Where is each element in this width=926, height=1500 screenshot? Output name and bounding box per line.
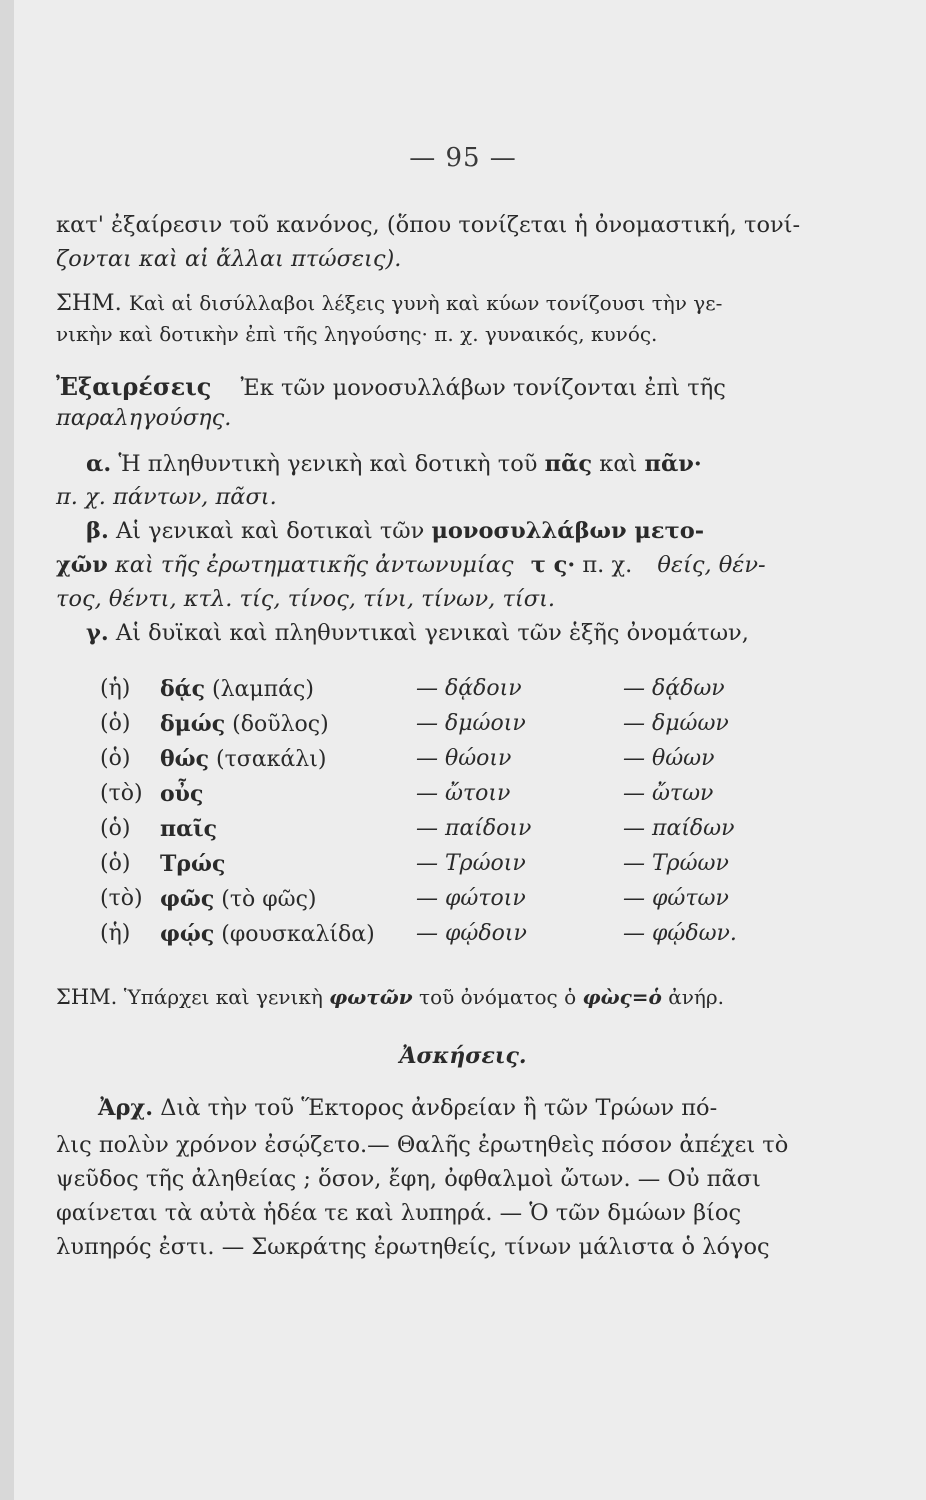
table-row — [100, 816, 820, 852]
note-2-text-3: ἀνήρ. — [668, 985, 725, 1009]
exercise-line-2: λις πολὺν χρόνον ἐσῴζετο.— Θαλῆς ἐρωτηθεὶς πόσον ἀπέχει τὸ — [56, 1132, 789, 1158]
table-plural: — θώων — [623, 746, 715, 771]
page-number: — 95 — — [409, 143, 517, 173]
table-article: (ὁ) — [100, 851, 131, 876]
table-row — [100, 886, 820, 922]
table-article: (τὸ) — [100, 781, 143, 806]
rule-a-example: π. χ. πάντων, πᾶσι. — [56, 484, 277, 510]
table-article: (ἡ) — [100, 921, 131, 946]
table-dual: — δμώοιν — [416, 711, 526, 736]
table-word: παῖς — [160, 816, 218, 842]
note-2-word-1: φωτῶν — [329, 985, 413, 1009]
table-gloss: (δοῦλος) — [232, 712, 329, 737]
table-dual: — θώοιν — [416, 746, 512, 771]
rule-b-line — [56, 518, 846, 544]
table-gloss: (τὸ φῶς) — [221, 887, 317, 912]
exceptions-line-2: παραληγούσης. — [56, 405, 232, 431]
table-word: φῶς — [160, 886, 215, 912]
table-plural: — δμώων — [623, 711, 729, 736]
rule-a-word-pan: πᾶν· — [644, 451, 702, 477]
rule-a-word-pas: πᾶς — [544, 451, 593, 477]
note-2-label: ΣΗΜ. — [56, 985, 118, 1009]
exercise-line-4: φαίνεται τὰ αὐτὰ ἡδέα τε καὶ λυπηρά. — Ὁ τῶν δμώων βίος — [56, 1200, 742, 1226]
rule-b-text-2: καὶ τῆς ἐρωτηματικῆς ἀντωνυμίας — [115, 552, 514, 578]
note-line-2: νικὴν καὶ δοτικὴν ἐπὶ τῆς ληγούσης· π. χ. γυναικός, κυνός. — [56, 322, 658, 346]
rule-b-eg: π. χ. — [582, 552, 633, 578]
table-word: οὖς — [160, 781, 204, 807]
note-2-text-1: Ὑπάρχει καὶ γενικὴ — [123, 985, 323, 1009]
table-article: (ὁ) — [100, 746, 131, 771]
note-line-1 — [56, 290, 846, 316]
table-dual: — ὤτοιν — [416, 781, 511, 806]
table-dual: — δᾴδοιν — [416, 676, 522, 701]
note-text: Καὶ αἱ δισύλλαβοι λέξεις γυνὴ καὶ κύων τονίζουσι τὴν γε- — [128, 291, 723, 315]
table-gloss: (τσακάλι) — [216, 747, 327, 772]
table-dual: — φῴδοιν — [416, 921, 527, 946]
table-dual: — φώτοιν — [416, 886, 526, 911]
rule-a-and: καὶ — [599, 451, 638, 477]
note-2-word-2: φὼς=ὁ — [582, 985, 662, 1009]
table-row — [100, 781, 820, 817]
table-word: Τρώς — [160, 851, 226, 877]
table-row — [100, 851, 820, 887]
rule-b-example: θείς, θέν- — [657, 552, 766, 578]
table-word: δᾴς — [160, 676, 205, 702]
rule-a-label: α. — [86, 451, 112, 477]
exceptions-heading: Ἐξαιρέσεις — [56, 372, 212, 401]
exercise-line-5: λυπηρός ἐστι. — Σωκράτης ἐρωτηθείς, τίνων μάλιστα ὁ λόγος — [56, 1234, 770, 1260]
rule-b-line-3: τος, θέντι, κτλ. τίς, τίνος, τίνι, τίνων, τίσι. — [56, 586, 556, 612]
table-row — [100, 676, 820, 712]
note-2-line — [56, 985, 846, 1009]
exceptions-line — [56, 372, 846, 401]
table-dual: — παίδοιν — [416, 816, 532, 841]
rule-b-line-2 — [56, 552, 846, 578]
exercise-line-3: ψεῦδος τῆς ἀληθείας ; ὅσον, ἔφη, ὀφθαλμοὶ ὤτων. — Οὐ πᾶσι — [56, 1166, 761, 1192]
table-article: (τὸ) — [100, 886, 143, 911]
table-word: φῴς — [160, 921, 215, 947]
rule-c-text: Αἱ δυϊκαὶ καὶ πληθυντικαὶ γενικαὶ τῶν ἑξῆς ὀνομάτων, — [115, 620, 749, 646]
table-dual: — Τρώοιν — [416, 851, 526, 876]
table-word: θώς — [160, 746, 210, 772]
rule-a-line — [56, 451, 846, 477]
table-plural: — παίδων — [623, 816, 735, 841]
table-article: (ὁ) — [100, 816, 131, 841]
rule-c-line — [56, 620, 846, 646]
rule-b-bold: μονοσυλλάβων μετο- — [431, 518, 705, 544]
exercises-heading: Ἀσκήσεις. — [399, 1043, 527, 1069]
table-row — [100, 921, 820, 957]
exercise-line-1 — [56, 1095, 846, 1121]
table-plural: — Τρώων — [623, 851, 729, 876]
note-2-text-2: τοῦ ὀνόματος ὁ — [419, 985, 577, 1009]
table-plural: — φώτων — [623, 886, 729, 911]
rule-b-bold-2: χῶν — [56, 552, 108, 578]
exceptions-text: Ἐκ τῶν μονοσυλλάβων τονίζονται ἐπὶ τῆς — [240, 375, 726, 401]
text-line-2: ζονται καὶ αἱ ἄλλαι πτώσεις). — [56, 246, 402, 272]
text-line-1: κατ' ἐξαίρεσιν τοῦ κανόνος, (ὅπου τονίζεται ἡ ὀνομαστική, τονί- — [56, 212, 801, 238]
rule-b-tis: τ ς· — [530, 552, 576, 578]
rule-c-label: γ. — [86, 620, 109, 646]
table-plural: — ὤτων — [623, 781, 714, 806]
table-article: (ἡ) — [100, 676, 131, 701]
rule-b-text: Αἱ γενικαὶ καὶ δοτικαὶ τῶν — [115, 518, 425, 544]
note-label: ΣΗΜ. — [56, 290, 122, 316]
exercise-label: Ἀρχ. — [98, 1095, 154, 1121]
table-plural: — φῴδων. — [623, 921, 737, 946]
table-plural: — δᾴδων — [623, 676, 725, 701]
rule-a-text: Ἡ πληθυντικὴ γενικὴ καὶ δοτικὴ τοῦ — [118, 451, 538, 477]
table-gloss: (φουσκαλίδα) — [221, 922, 375, 947]
table-article: (ὁ) — [100, 711, 131, 736]
table-row — [100, 746, 820, 782]
rule-b-label: β. — [86, 518, 109, 544]
table-row — [100, 711, 820, 747]
page-edge-shadow — [0, 0, 14, 1500]
exercise-text-1: Διὰ τὴν τοῦ Ἕκτορος ἀνδρείαν ἢ τῶν Τρώων πό- — [160, 1095, 718, 1121]
table-word: δμώς — [160, 711, 226, 737]
table-gloss: (λαμπάς) — [212, 677, 314, 702]
